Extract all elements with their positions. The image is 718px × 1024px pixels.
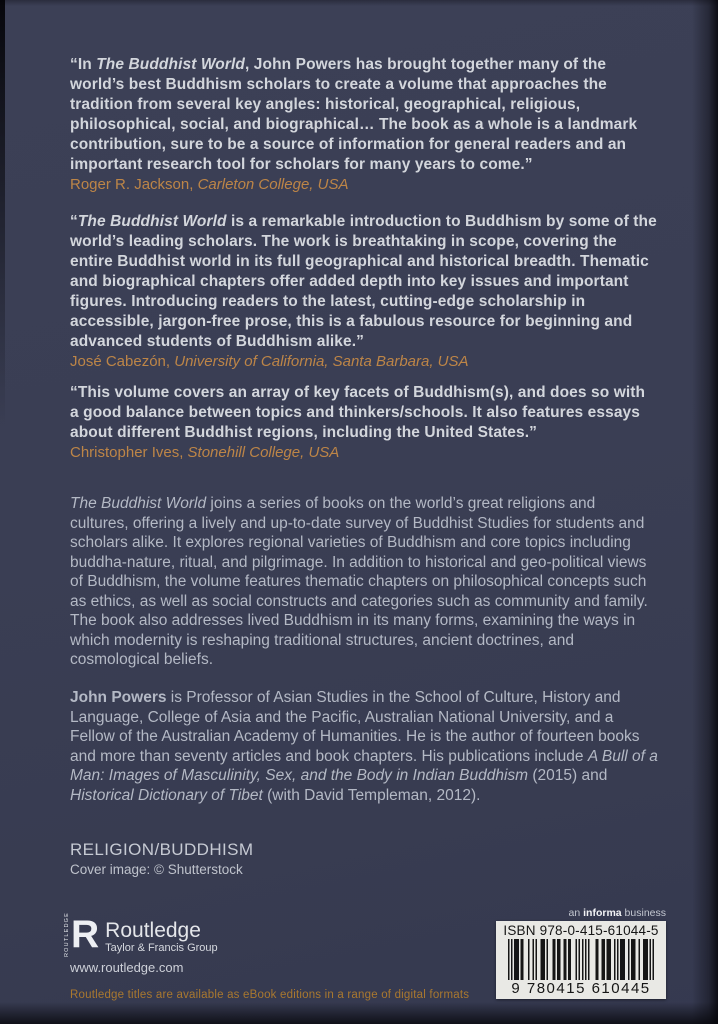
publisher-website: www.routledge.com (70, 960, 184, 975)
quote-text: “The Buddhist World is a remarkable introduction to Buddhism by some of the world’s leading scholars. The work is breathtaking in scope, covering the entire Buddhist world in its full geographical and historical breadth. Thematic and biographical chapters offer added depth into key issues and important figures. Introducing readers to the latest, cutting-edge scholarship in accessible, jargon-free prose, this is a fabulous resource for beginning and advanced students of Buddhism alike.” (70, 213, 657, 350)
cover-image-credit: Cover image: © Shutterstock (70, 862, 243, 877)
photo-edge-top (0, 0, 718, 6)
category-label: RELIGION/BUDDHISM (70, 840, 254, 859)
informa-prefix: an (568, 907, 584, 919)
isbn-label: ISBN 978-0-415-61044-5 (503, 923, 659, 938)
photo-edge-left (0, 0, 5, 430)
publisher-group: Taylor & Francis Group (105, 942, 218, 954)
isbn-barcode (496, 921, 666, 999)
quote-attribution: José Cabezón, University of California, Santa Barbara, USA (70, 353, 469, 370)
routledge-r-icon: R (71, 913, 100, 956)
barcode-digits: 9 780415 610445 (511, 980, 651, 997)
book-description: The Buddhist World joins a series of books on the world’s great religions and cultures, offering a lively and up-to-date survey of Buddhist Studies for students and scholars alike. It explores regional varieties of Buddhism and core topics including buddha-nature, ritual, and pilgrimage. In addition to historical and geo-political views of Buddhism, the volume features thematic chapters on philosophical concepts such as ethics, as well as social constructs and categories such as community and family. The book also addresses lived Buddhism in its many forms, examining the ways in which modernity is reshaping traditional structures, ancient doctrines, and cosmological beliefs. (70, 495, 648, 668)
endorsement-quote-2 (70, 212, 658, 372)
informa-brand: informa (583, 907, 622, 919)
endorsement-quote-3 (70, 383, 658, 463)
quote-text: “In The Buddhist World, John Powers has brought together many of the world’s best Buddhism scholars to create a volume that approaches the tradition from several key angles: historical, geographical, religious, philosophical, social, and biographical… The book as a whole is a landmark contribution, sure to be a source of information for general readers and an important research tool for scholars for many years to come.” (70, 56, 638, 173)
book-edge-bottom (0, 1002, 718, 1024)
routledge-logo (64, 911, 218, 957)
routledge-vertical-wordmark: ROUTLEDGE (64, 911, 70, 957)
ean13-barcode-bars (508, 939, 654, 980)
ebook-availability-note: Routledge titles are available as eBook editions in a range of digital formats (70, 989, 470, 1001)
informa-suffix: business (621, 907, 666, 919)
endorsement-quote-1 (70, 55, 658, 195)
publisher-name: Routledge (105, 919, 201, 942)
author-bio: John Powers is Professor of Asian Studies in the School of Culture, History and Language, College of Asia and the Pacific, Australian National University, and a Fellow of the Australian Academy of Humanities. He is the author of fourteen books and more than seventy articles and book chapters. His publications include A Bull of a Man: Images of Masculinity, Sex, and the Body in Indian Buddhism (2015) and Historical Dictionary of Tibet (with David Templeman, 2012). (70, 689, 658, 804)
quote-text: “This volume covers an array of key facets of Buddhism(s), and does so with a good balance between topics and thinkers/schools. It also features essays about different Buddhist regions, including the United States.” (70, 384, 646, 441)
book-edge-right (692, 0, 718, 1024)
informa-tagline (498, 907, 666, 919)
publisher-text (105, 916, 217, 954)
quote-attribution: Christopher Ives, Stonehill College, USA (70, 444, 340, 461)
quote-attribution: Roger R. Jackson, Carleton College, USA (70, 176, 349, 193)
